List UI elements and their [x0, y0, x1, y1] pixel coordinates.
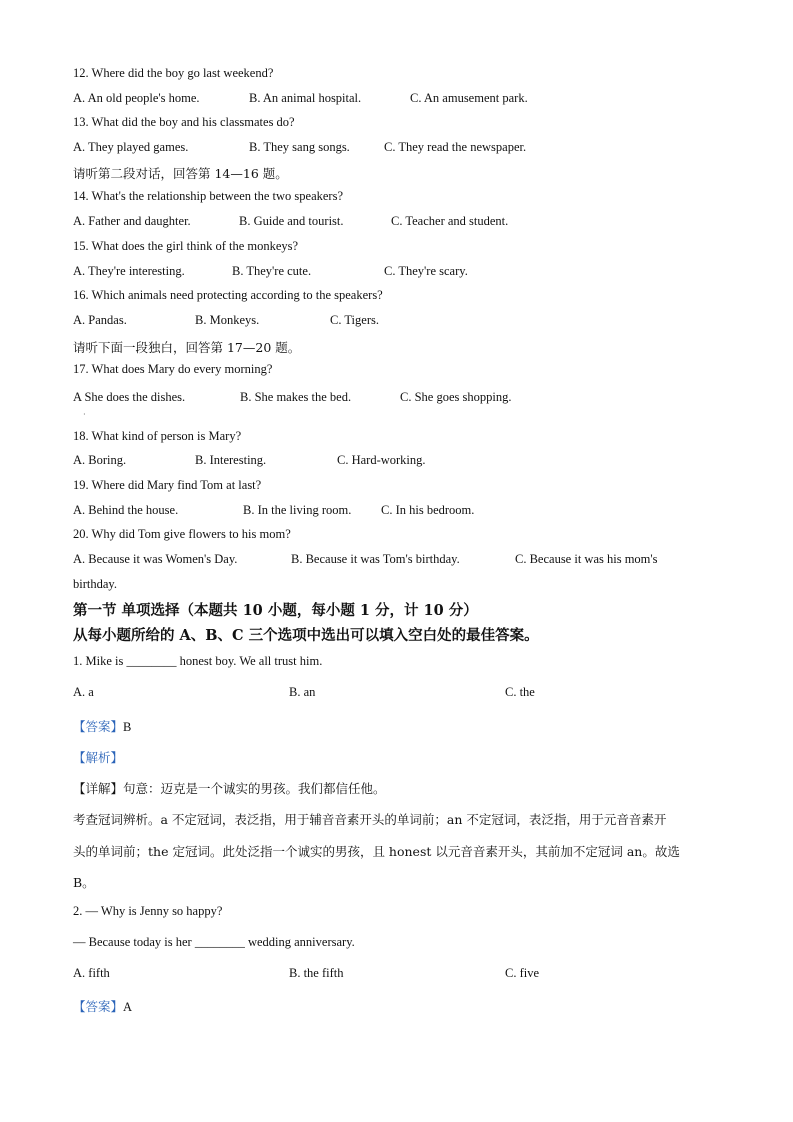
- g1-option-a: A. a: [73, 685, 94, 699]
- q14-option-a: A. Father and daughter.: [73, 214, 191, 228]
- q15-option-a: A. They're interesting.: [73, 264, 185, 278]
- q18-option-b: B. Interesting.: [195, 453, 267, 467]
- question-12: 12. Where did the boy go last weekend?: [73, 66, 274, 80]
- section-title: 第一节 单项选择（本题共 10 小题，每小题 1 分，计 10 分）: [73, 602, 478, 619]
- q17-option-a: A She does the dishes.: [73, 390, 186, 404]
- answer-label: 【答案】: [73, 999, 124, 1014]
- q19-option-a: A. Behind the house.: [73, 503, 179, 517]
- q19-option-b: B. In the living room.: [243, 503, 352, 517]
- q20-option-c-continued: birthday.: [73, 577, 117, 591]
- question-20: 20. Why did Tom give flowers to his mom?: [73, 527, 291, 541]
- detail-label: 【详解】: [73, 781, 124, 796]
- q13-option-c: C. They read the newspaper.: [384, 140, 527, 154]
- q15-option-c: C. They're scary.: [384, 264, 468, 278]
- question-15: 15. What does the girl think of the monkeys?: [73, 239, 299, 253]
- stray-dot: ·: [83, 410, 86, 419]
- question-19: 19. Where did Mary find Tom at last?: [73, 478, 262, 492]
- question-17: 17. What does Mary do every morning?: [73, 362, 273, 376]
- q12-option-c: C. An amusement park.: [410, 91, 528, 105]
- q20-option-b: B. Because it was Tom's birthday.: [291, 552, 460, 566]
- g2-answer: [73, 997, 132, 1015]
- g1-explain-line-3: B。: [73, 875, 95, 890]
- analysis-label: 【解析】: [73, 750, 124, 765]
- q18-option-a: A. Boring.: [73, 453, 127, 467]
- g2-option-b: B. the fifth: [289, 966, 344, 980]
- q12-option-b: B. An animal hospital.: [249, 91, 362, 105]
- question-18: 18. What kind of person is Mary?: [73, 429, 242, 443]
- grammar-question-2: 2. — Why is Jenny so happy?: [73, 904, 223, 918]
- q14-option-c: C. Teacher and student.: [391, 214, 509, 228]
- grammar-question-1: 1. Mike is ________ honest boy. We all trust him.: [73, 654, 323, 668]
- q13-option-b: B. They sang songs.: [249, 140, 350, 154]
- q16-option-b: B. Monkeys.: [195, 313, 260, 327]
- q12-option-a: A. An old people's home.: [73, 91, 200, 105]
- q19-option-c: C. In his bedroom.: [381, 503, 475, 517]
- g1-option-b: B. an: [289, 685, 316, 699]
- question-14: 14. What's the relationship between the two speakers?: [73, 189, 343, 203]
- q17-option-c: C. She goes shopping.: [400, 390, 512, 404]
- question-16: 16. Which animals need protecting according to the speakers?: [73, 288, 383, 302]
- g2-option-c: C. five: [505, 966, 540, 980]
- answer-value: B: [123, 720, 132, 734]
- q18-option-c: C. Hard-working.: [337, 453, 426, 467]
- instruction-17-20: 请听下面一段独白，回答第 17—20 题。: [73, 340, 301, 355]
- grammar-question-2-line-2: — Because today is her ________ wedding anniversary.: [73, 935, 355, 949]
- g2-option-a: A. fifth: [73, 966, 110, 980]
- q16-option-c: C. Tigers.: [330, 313, 379, 327]
- q15-option-b: B. They're cute.: [232, 264, 312, 278]
- q20-option-a: A. Because it was Women's Day.: [73, 552, 238, 566]
- g1-option-c: C. the: [505, 685, 535, 699]
- q13-option-a: A. They played games.: [73, 140, 189, 154]
- detail-text: 句意：迈克是一个诚实的男孩。我们都信任他。: [123, 781, 386, 796]
- section-instruction: 从每小题所给的 A、B、C 三个选项中选出可以填入空白处的最佳答案。: [73, 627, 539, 644]
- q14-option-b: B. Guide and tourist.: [239, 214, 344, 228]
- q16-option-a: A. Pandas.: [73, 313, 127, 327]
- g1-explain-line-1: 考查冠词辨析。a 不定冠词，表泛指，用于辅音音素开头的单词前；an 不定冠词，表泛指，用于元音音素开: [73, 812, 667, 827]
- g1-answer: [73, 717, 131, 735]
- q17-option-b: B. She makes the bed.: [240, 390, 352, 404]
- question-13: 13. What did the boy and his classmates do?: [73, 115, 295, 129]
- g1-explain-line-2: 头的单词前；the 定冠词。此处泛指一个诚实的男孩，且 honest 以元音音素开头，其前加不定冠词 an。故选: [73, 844, 680, 859]
- answer-value: A: [123, 1000, 133, 1014]
- g1-analysis: [73, 748, 123, 766]
- answer-label: 【答案】: [73, 719, 124, 734]
- q20-option-c: C. Because it was his mom's: [515, 552, 658, 566]
- g1-detail: [73, 779, 386, 797]
- instruction-14-16: 请听第二段对话，回答第 14—16 题。: [73, 166, 288, 181]
